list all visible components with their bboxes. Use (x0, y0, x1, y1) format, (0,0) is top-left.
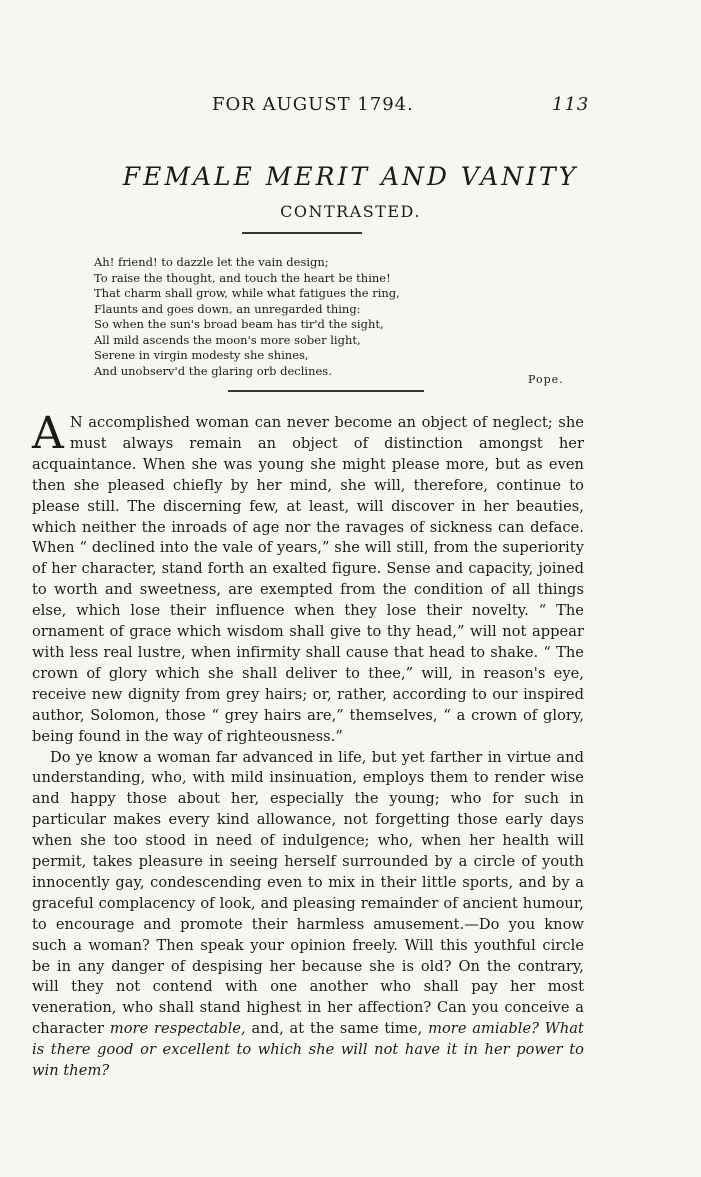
article-subtitle: CONTRASTED. (280, 202, 421, 221)
article-body (32, 408, 584, 1082)
poem-line: So when the sun's broad beam has tir'd the sight, (94, 317, 384, 331)
poem-line: That charm shall grow, while what fatigues the ring, (94, 286, 400, 300)
poem-line: Ah! friend! to dazzle let the vain design; (94, 255, 329, 269)
epigraph-divider (228, 390, 424, 392)
article-title: FEMALE MERIT AND VANITY (122, 162, 579, 191)
paragraph-2-italic-b: more amiable? What is there good or excellent to which she will not have it in her power to win them? (32, 1020, 584, 1080)
page-number: 113 (552, 94, 590, 115)
poem-line: All mild ascends the moon's more sober light, (94, 332, 361, 347)
poem-line: Serene in virgin modesty she shines, (94, 348, 309, 362)
epigraph-attribution: Pope. (528, 373, 564, 386)
title-divider (242, 232, 362, 234)
paragraph-2 (32, 748, 584, 1083)
running-title: FOR AUGUST 1794. (212, 94, 414, 115)
paragraph-1-text: N accomplished woman can never become an object of neglect; she must always remain an object of distinction amongst her acquaintance. When she was young she might please more, but as even then she pleased chiefly by her mind, she will, therefore, continue to please still. The discerning few, at least, will discover in her beauties, which neither the inroads of age nor the ravages of sickness can deface. When “ declined into the vale of years,” she will still, from the superiority of her character, stand forth an exalted figure. Sense and capacity, joined to worth and sweetness, are exempted from the condition of all things else, which lose their influence when they lose their novelty. “ The ornament of grace which wisdom shall give to thy head,” will not appear with less real lustre, when infirmity shall cause that head to shake. “ The crown of glory which she shall deliver to thee,” will, in reason's eye, receive new dignity from grey hairs; or, rather, according to our inspired author, Solomon, those “ grey hairs are,” themselves, “ a crown of glory, being found in the way of righteousness.” (32, 414, 584, 745)
poem-line: And unobserv'd the glaring orb declines. (94, 363, 332, 378)
poem-line: To raise the thought, and touch the heart be thine! (94, 270, 391, 285)
epigraph-poem (94, 255, 574, 379)
paragraph-2-text: Do ye know a woman far advanced in life, but yet farther in virtue and understanding, who, with mild insinuation, employs them to render wise and happy those about her, especially the young; who for such in particular makes every kind allowance, not forgetting those early days when she too stood in need of indulgence; who, when her health will permit, takes pleasure in seeing herself surrounded by a circle of youth innocently gay, condescending even to mix in their little sports, and by a graceful complacency of look, and pleasing remainder of ancient humour, to encourage and promote their harmless amusement.—Do you know such a woman? Then speak your opinion freely. Will this youthful circle be in any danger of despising her because she is old? On the contrary, will they not contend with one another who shall pay her most veneration, who shall stand highest in her affection? Can you conceive a character (32, 748, 584, 1038)
paragraph-1 (32, 408, 584, 748)
poem-line: Flaunts and goes down, an unregarded thing: (94, 301, 361, 316)
paragraph-2-mid: and, at the same time, (251, 1020, 423, 1038)
drop-cap: A (32, 408, 64, 459)
paragraph-2-italic-a: more respectable, (109, 1020, 246, 1038)
